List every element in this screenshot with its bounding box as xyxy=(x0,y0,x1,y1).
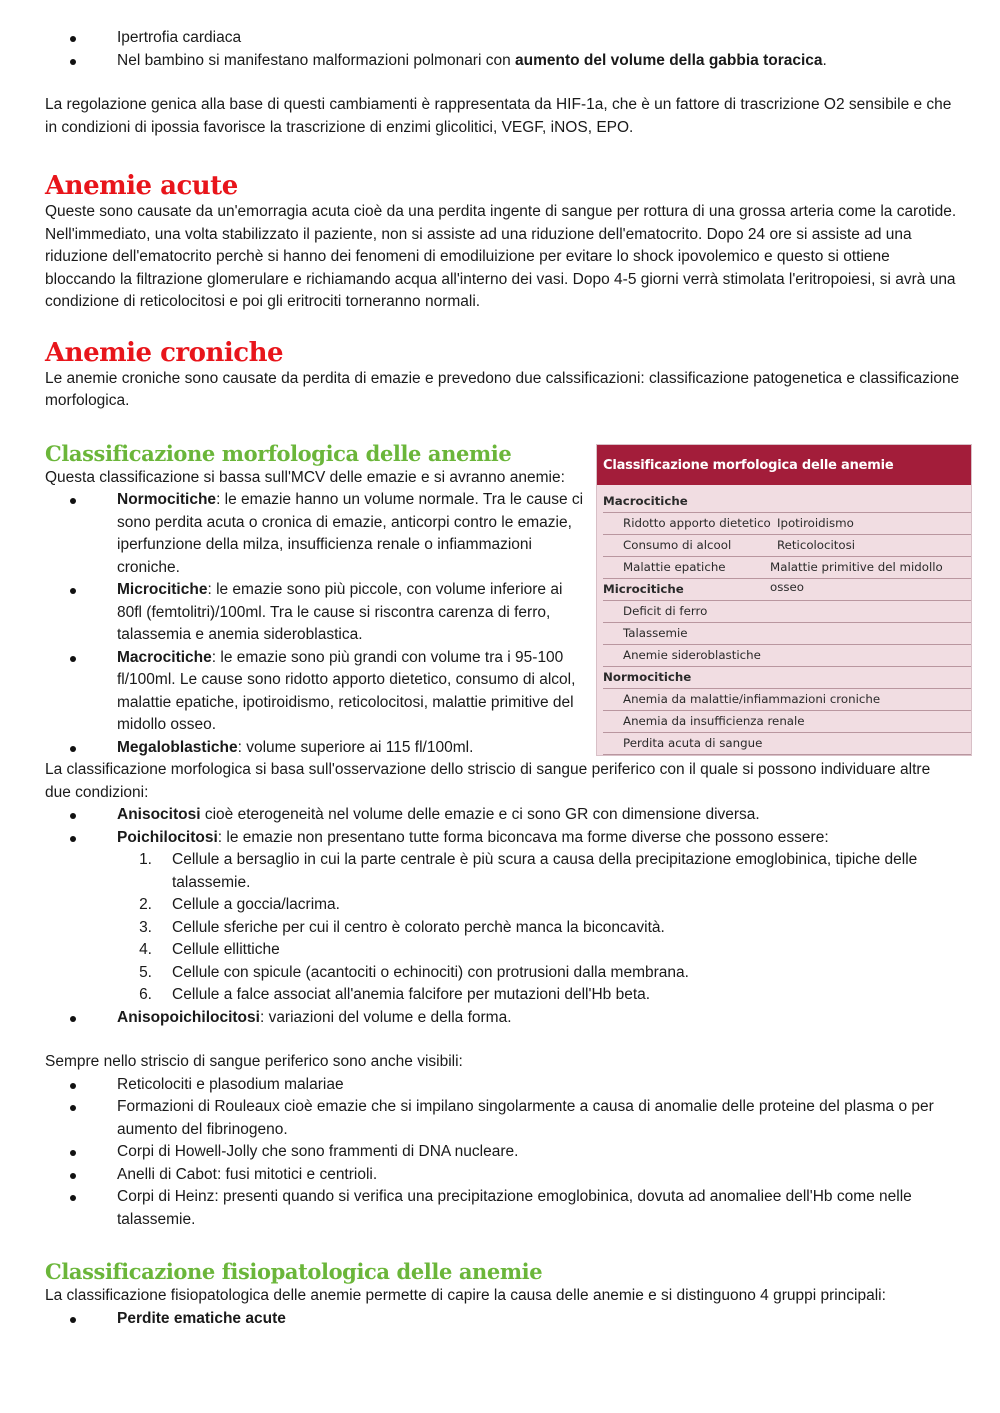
figure-row xyxy=(603,645,971,667)
item-number: 5. xyxy=(139,963,152,981)
figure-cell: Ipotiroidismo xyxy=(777,515,854,530)
term: Anisocitosi xyxy=(117,806,201,823)
section-heading-morphological: Classificazione morfologica delle anemie xyxy=(45,440,512,466)
list-item xyxy=(45,647,585,737)
figure-cell: Anemie sideroblastiche xyxy=(623,647,761,662)
term: Poichilocitosi xyxy=(117,828,218,846)
figure-cell: Consumo di alcool xyxy=(623,537,732,552)
smear-intro: La classificazione morfologica si basa sull'osservazione dello striscio di sangue periferico con il quale si possono individuare altre due condizioni: xyxy=(45,761,931,801)
chronic-paragraph: Le anemie croniche sono causate da perdita di emazie e prevedono due calssificazioni: classificazione patogenetica e classificazione morfologica. xyxy=(45,369,960,409)
list-item-bold: aumento del volume della gabbia toracica xyxy=(515,51,823,69)
list-item: Perdite ematiche acute xyxy=(45,1308,960,1331)
list-item xyxy=(45,1007,960,1030)
item-text: Cellule a goccia/lacrima. xyxy=(172,896,340,913)
visible-list xyxy=(45,1074,960,1232)
figure-group-microcitiche: Microcitiche xyxy=(603,581,684,596)
morphological-intro: Questa classificazione si bassa sull'MCV delle emazie e si avranno anemie: xyxy=(45,468,565,486)
poichilocytosis-numbered-list xyxy=(45,849,960,1007)
section-heading-physiopathological: Classificazione fisiopatologica delle anemie xyxy=(45,1259,543,1284)
item-text: Cellule sferiche per cui il centro è colorato perchè manca la biconcavità. xyxy=(172,918,665,936)
item-number: 6. xyxy=(139,986,152,1003)
list-item xyxy=(45,579,585,647)
list-item xyxy=(45,27,960,50)
item-number: 2. xyxy=(139,896,152,913)
top-bullet-list xyxy=(45,27,960,72)
figure-cell: Ridotto apporto dietetico xyxy=(623,515,771,530)
numbered-item xyxy=(45,962,960,985)
numbered-item xyxy=(45,917,960,940)
list-item-text: Nel bambino si manifestano malformazioni polmonari con xyxy=(117,51,516,69)
figure-cell: Anemia da insufficienza renale xyxy=(623,713,805,728)
list-item: Corpi di Heinz: presenti quando si verifica una precipitazione emoglobinica, dovuta ad anomaliee dell'Hb come nelle talassemie. xyxy=(45,1186,960,1231)
item-text: Cellule con spicule (acantociti o echinociti) con protrusioni dalla membrana. xyxy=(172,963,689,981)
item-text: Cellule ellittiche xyxy=(172,941,280,958)
intro-paragraph: La regolazione genica alla base di questi cambiamenti è rappresentata da HIF-1a, che è un fattore di trascrizione O2 sensibile e che in condizioni di ipossia favorisce la trascrizione di enzimi glicolitici, VEGF, iNOS, EPO. xyxy=(45,96,952,136)
definition: : le emazie sono più grandi con volume tra i 95-100 fl/100ml. Le cause sono ridotto apporto dietetico, consumo di alcol, malattie epatiche, ipotiroidismo, reticolocitosi, malattie primitive del midollo osseo. xyxy=(117,648,576,733)
list-item-text: Ipertrofia cardiaca xyxy=(117,29,242,46)
acute-paragraph: Queste sono causate da un'emorragia acuta cioè da una perdita ingente di sangue per rottura di una grossa arteria come la carotide. Nell'immediato, una volta stabilizzato il paziente, non si assiste ad una riduzione dell'ematocrito. Dopo 24 ore si assiste ad una riduzione dell'ematocrito perchè si hanno dei fenomeni di emodiluizione per evitare lo shock ipovolemico e questo si ottiene bloccando la filtrazione glomerulare e richiamando acqua all'interno dei vasi. Dopo 4-5 giorni verrà stimolata l'eritropoiesi, si avrà una condizione di reticolocitosi e poi gli eritrociti torneranno normali. xyxy=(45,203,957,310)
definition: : le emazie sono più piccole, con volume inferiore ai 80fl (femtolitri)/100ml. Tra le cause si riscontra carenza di ferro, talassemia e anemia sideroblastica. xyxy=(117,581,563,643)
list-item: Formazioni di Rouleaux cioè emazie che si impilano singolarmente a causa di anomalie delle proteine del plasma o per aumento del fibrinogeno. xyxy=(45,1096,960,1141)
figure-row xyxy=(603,513,971,535)
term: Macrocitiche xyxy=(117,648,212,666)
definition: cioè eterogeneità nel volume delle emazie e ci sono GR con dimensione diversa. xyxy=(200,806,760,823)
physio-intro: La classificazione fisiopatologica delle anemie permette di capire la causa delle anemie e si distinguono 4 gruppi principali: xyxy=(45,1287,886,1304)
numbered-item xyxy=(45,984,960,1007)
section-heading-acute: Anemie acute xyxy=(45,171,238,201)
morphological-section xyxy=(45,441,960,760)
smear-list xyxy=(45,804,960,849)
definition: : volume superiore ai 115 fl/100ml. xyxy=(237,738,474,756)
figure-row xyxy=(603,535,971,557)
item-text: Cellule a falce associat all'anemia falcifore per mutazioni dell'Hb beta. xyxy=(172,986,651,1003)
list-item: Corpi di Howell-Jolly che sono frammenti di DNA nucleare. xyxy=(45,1141,960,1164)
document-page xyxy=(45,27,960,1330)
figure-title: Classificazione morfologica delle anemie xyxy=(597,445,971,485)
physio-list xyxy=(45,1308,960,1331)
list-item xyxy=(45,827,960,850)
term: Anisopoichilocitosi xyxy=(117,1008,260,1026)
term: Normocitiche xyxy=(117,491,217,508)
figure-row xyxy=(603,623,971,645)
numbered-item xyxy=(45,939,960,962)
list-item xyxy=(45,50,960,73)
morphological-list xyxy=(45,489,585,759)
visible-intro: Sempre nello striscio di sangue periferico sono anche visibili: xyxy=(45,1053,463,1070)
numbered-item xyxy=(45,849,960,894)
item-text: Cellule a bersaglio in cui la parte centrale è più scura a causa della precipitazione emoglobinica, tipiche delle talassemie. xyxy=(172,851,918,891)
definition: : le emazie hanno un volume normale. Tra le cause ci sono perdita acuta o cronica di emazie, anticorpi contro le emazie, iperfunzione della milza, insufficienza renale o infiammazioni croniche. xyxy=(117,491,584,576)
morphological-table-figure xyxy=(596,444,972,756)
section-heading-chronic: Anemie croniche xyxy=(45,337,284,368)
figure-group-normocitiche: Normocitiche xyxy=(603,669,692,684)
figure-cell: Perdita acuta di sangue xyxy=(623,735,763,750)
term: Megaloblastiche xyxy=(117,738,238,756)
list-item: Reticolociti e plasodium malariae xyxy=(45,1074,960,1097)
figure-row xyxy=(603,733,971,755)
item-number: 4. xyxy=(139,941,152,958)
figure-cell: Reticolocitosi xyxy=(777,537,856,552)
item-number: 1. xyxy=(139,851,152,868)
figure-cell: Deficit di ferro xyxy=(623,603,708,618)
list-item-text: . xyxy=(822,51,827,69)
figure-row xyxy=(603,601,971,623)
list-item: Anelli di Cabot: fusi mitotici e centrioli. xyxy=(45,1164,960,1187)
definition: : variazioni del volume e della forma. xyxy=(259,1008,512,1026)
figure-group-macrocitiche: Macrocitiche xyxy=(603,493,688,508)
figure-cell: Malattie primitive del midollo osseo xyxy=(770,559,943,594)
figure-row xyxy=(603,689,971,711)
figure-cell: Talassemie xyxy=(623,625,688,640)
figure-row xyxy=(603,711,971,733)
term: Microcitiche xyxy=(117,581,208,598)
numbered-item xyxy=(45,894,960,917)
definition: : le emazie non presentano tutte forma biconcava ma forme diverse che possono essere: xyxy=(217,828,829,846)
aniso-list xyxy=(45,1007,960,1030)
list-item xyxy=(45,804,960,827)
list-item xyxy=(45,489,585,579)
item-number: 3. xyxy=(139,918,152,936)
figure-cell: Anemia da malattie/infiammazioni croniche xyxy=(623,691,881,706)
figure-cell: Malattie epatiche xyxy=(623,559,726,574)
